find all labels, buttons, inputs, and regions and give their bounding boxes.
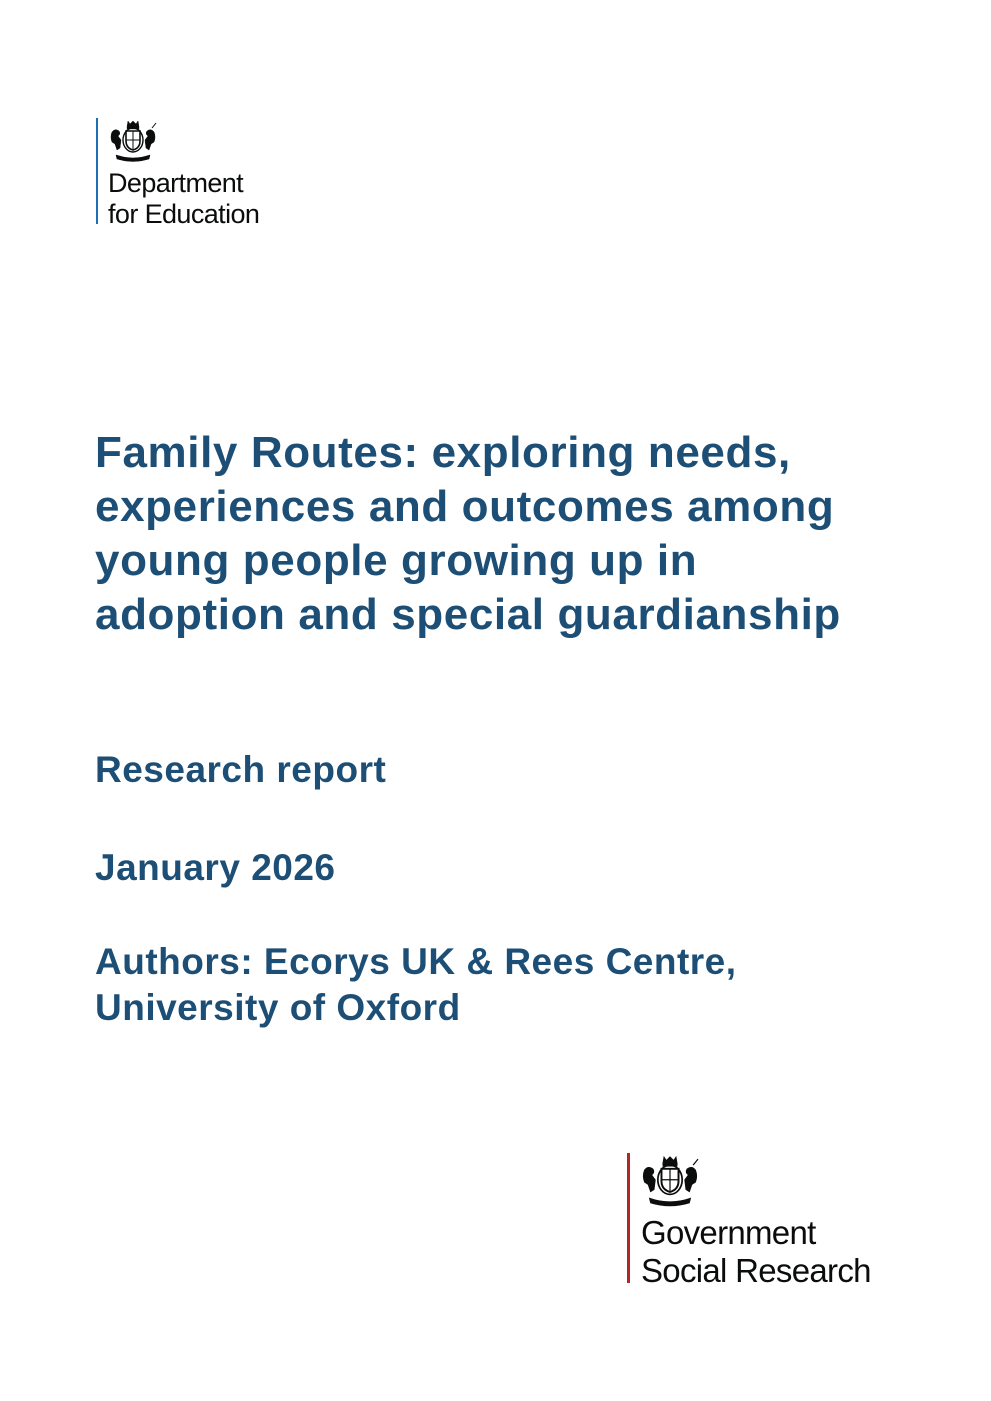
gsr-logo-text xyxy=(641,1214,871,1290)
gsr-logo-line1: Government xyxy=(641,1214,816,1251)
dfe-logo xyxy=(96,118,296,228)
dfe-logo-line2: for Education xyxy=(108,199,260,229)
gsr-logo xyxy=(627,1153,927,1293)
publication-date: January 2026 xyxy=(95,847,336,888)
authors-line2: University of Oxford xyxy=(95,987,461,1028)
gsr-logo-bar xyxy=(627,1153,630,1283)
dfe-logo-line1: Department xyxy=(108,168,244,198)
report-type: Research report xyxy=(95,749,387,790)
royal-coat-of-arms-icon xyxy=(108,118,158,164)
dfe-logo-bar xyxy=(96,118,98,224)
royal-coat-of-arms-icon xyxy=(639,1153,701,1209)
authors xyxy=(95,939,895,1031)
title-block xyxy=(95,426,895,642)
gsr-logo-line2: Social Research xyxy=(641,1252,871,1289)
dfe-logo-text xyxy=(108,168,259,230)
authors-line1: Authors: Ecorys UK & Rees Centre, xyxy=(95,941,737,982)
page-title: Family Routes: exploring needs, experiences and outcomes among young people growing up in adoption and special guardianship xyxy=(95,428,841,639)
